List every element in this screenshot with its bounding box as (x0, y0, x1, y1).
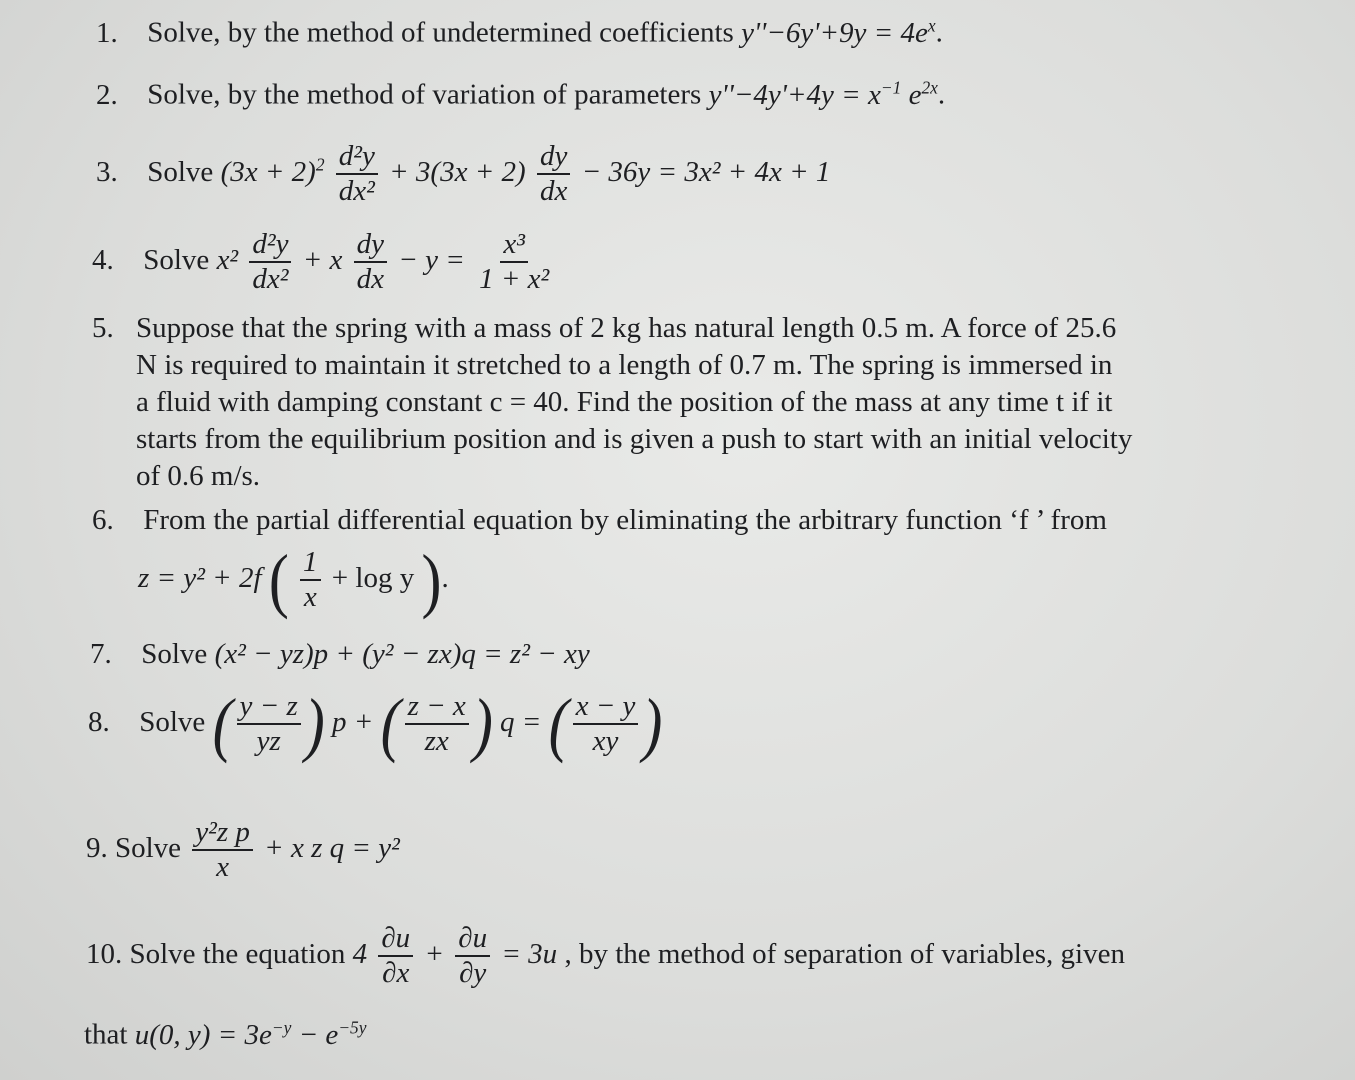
question-9 (86, 816, 400, 885)
fraction: $\frac{y - z}{yz}$ (237, 690, 301, 759)
question-text: Solve, by the method of undetermined coefficients (147, 16, 734, 49)
equation: $(3x + 2)^2$ $\frac{\text{d²y}}{\text{dx²}}$ + 3(3x + 2) $\frac{dy}{dx}$ − 36y = 3x² + 4x + 1 (220, 140, 831, 208)
fraction: $\frac{\partial u}{\partial x}$ (378, 922, 413, 991)
question-number: 3. (96, 156, 118, 188)
question-10-condition: that u(0, $y) = 3e^{-y} - e^{-5y}$ (84, 1017, 367, 1051)
fraction: $\frac{\text{d²y}}{\text{dx²}}$ (249, 228, 291, 297)
question-8 (88, 684, 663, 764)
question-number: 9. (86, 832, 108, 864)
question-number: 5. (92, 312, 114, 344)
fraction: $\frac{\partial u}{\partial y}$ (455, 922, 490, 991)
question-text: Suppose that the spring with a mass of 2 kg has natural length 0.5 m. A force of 25.6 N is required to maintain it stretched to a length of 0.7 m. The spring is immersed in a fluid with damping constant c = 40. Find the position of the mass at any time t if it starts from the equilibrium position and is given a push to start with an initial velocity of 0.6 m/s. (136, 312, 1133, 492)
question-10: 10. Solve the equation 4 $\frac{\partial u}{\partial x}$ + $\frac{\partial u}{\partial y}$ = 3u , by the method of separation of variables, given (86, 922, 1125, 990)
question-text: Solve (143, 244, 210, 276)
fraction: $\frac{z - x}{zx}$ (405, 690, 469, 759)
question-text: Solve the equation (129, 938, 346, 970)
equation: $y''-4y'+4y = x^{-1}$ $e^{2x}$ (708, 77, 938, 111)
question-6-equation: z = y² + 2f ( $\frac{1}{x}$ + log y ). (138, 540, 449, 620)
question-number: 1. (96, 16, 118, 49)
question-number: 6. (92, 504, 114, 536)
fraction: $\frac{\text{d²y}}{\text{dx²}}$ (336, 140, 378, 209)
equation: $y''-6y'+9y = 4e^x$ (741, 15, 936, 49)
fraction: $\frac{x - y}{xy}$ (573, 690, 639, 759)
equation: (x² − yz)p + (y² − zx)q = z² − xy (214, 638, 590, 670)
question-number: 10. (86, 938, 123, 970)
question-5 (92, 310, 1162, 495)
question-text: Solve (147, 156, 214, 188)
equation: 4 $\frac{\partial u}{\partial x}$ + $\frac{\partial u}{\partial y}$ = 3u (352, 922, 558, 990)
question-number: 8. (88, 706, 110, 738)
question-7 (90, 636, 590, 674)
question-text: Solve (141, 638, 208, 670)
question-1: 1. Solve, by the method of undetermined coefficients $y''-6y'+9y = 4e^x$. (96, 14, 943, 52)
fraction: $\frac{\text{x³}}{\text{1 + x²}}$ (479, 228, 550, 296)
question-4 (92, 228, 556, 297)
question-number: 7. (90, 638, 112, 670)
question-6 (92, 502, 1107, 540)
fraction: $\frac{1}{x}$ (300, 546, 321, 615)
question-text: Solve (115, 832, 182, 864)
question-3 (96, 140, 830, 209)
fraction: $\frac{dy}{dx}$ (354, 228, 387, 297)
equation: ( $\frac{y - z}{yz}$ ) p + ( $\frac{z - x}{zx}$ ) q = ( $\frac{x - y}{xy}$ ) (212, 684, 663, 764)
equation: u(0, $y) = 3e^{-y} - e^{-5y}$ (134, 1017, 367, 1051)
question-text: From the partial differential equation by eliminating the arbitrary function ‘f ’ from (143, 504, 1107, 536)
equation: x² $\frac{\text{d²y}}{\text{dx²}}$ + x $\frac{dy}{dx}$ − y = $\frac{\text{x³}}{\text{1 + x²}}$ (217, 244, 557, 276)
fraction: $\frac{dy}{dx}$ (537, 140, 570, 209)
question-number: 2. (96, 78, 118, 111)
question-text: Solve (139, 706, 206, 738)
question-text: Solve, by the method of variation of parameters (147, 78, 702, 111)
question-2: 2. Solve, by the method of variation of parameters $y''-4y'+4y = x^{-1}$ $e^{2x}$. (96, 76, 945, 114)
equation: $\frac{\text{y²z p}}{x}$ + x z q = y² (188, 832, 399, 864)
fraction: $\frac{\text{y²z p}}{x}$ (192, 816, 253, 885)
question-number: 4. (92, 244, 114, 276)
